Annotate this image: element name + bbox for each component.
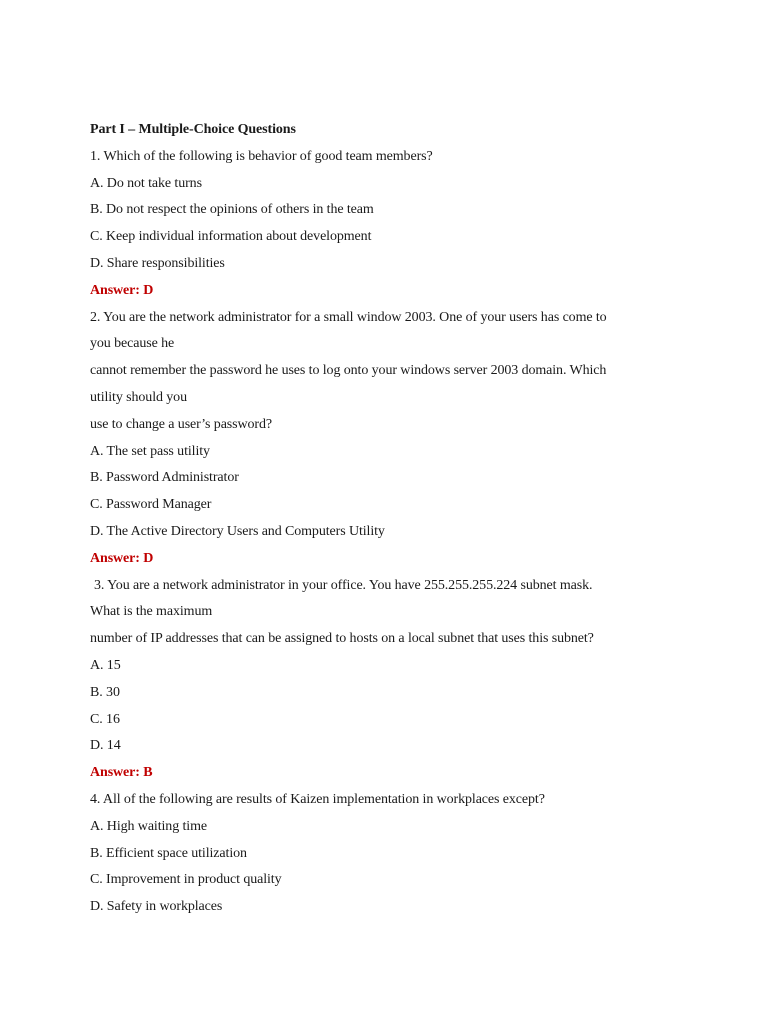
option-c: C. Improvement in product quality [90, 872, 282, 888]
option-c: C. Keep individual information about development [90, 229, 372, 245]
question-1 [90, 144, 680, 305]
answer-label: Answer: B [90, 765, 153, 781]
option-b: B. Do not respect the opinions of others in the team [90, 202, 374, 218]
question-2 [90, 305, 680, 573]
option-d: D. 14 [90, 738, 121, 754]
option-d: D. Share responsibilities [90, 255, 225, 271]
document-body [90, 117, 680, 921]
section-heading: Part I – Multiple-Choice Questions [90, 122, 296, 137]
option-c: C. Password Manager [90, 497, 212, 513]
question-text: 4. All of the following are results of Kaizen implementation in workplaces except? [90, 791, 545, 807]
question-text: cannot remember the password he uses to log onto your windows server 2003 domain. Which [90, 363, 607, 379]
question-4 [90, 787, 680, 921]
option-a: A. 15 [90, 657, 121, 673]
question-text: you because he [90, 336, 175, 352]
option-a: A. Do not take turns [90, 175, 202, 191]
option-c: C. 16 [90, 711, 120, 727]
question-text: What is the maximum [90, 604, 213, 620]
question-text: 2. You are the network administrator for a small window 2003. One of your users has come to [90, 309, 607, 325]
question-text: 3. You are a network administrator in your office. You have 255.255.255.224 subnet mask. [94, 577, 593, 593]
option-a: A. The set pass utility [90, 443, 210, 459]
option-b: B. 30 [90, 684, 120, 700]
question-text: number of IP addresses that can be assigned to hosts on a local subnet that uses this subnet? [90, 631, 594, 647]
option-b: B. Efficient space utilization [90, 845, 247, 861]
answer-label: Answer: D [90, 550, 154, 566]
option-d: D. The Active Directory Users and Computers Utility [90, 523, 385, 539]
answer-label: Answer: D [90, 282, 154, 298]
option-a: A. High waiting time [90, 818, 207, 834]
option-d: D. Safety in workplaces [90, 899, 223, 915]
option-b: B. Password Administrator [90, 470, 239, 486]
question-text: utility should you [90, 389, 187, 405]
question-text: 1. Which of the following is behavior of good team members? [90, 148, 433, 164]
question-text: use to change a user’s password? [90, 416, 272, 432]
question-3 [90, 573, 680, 787]
